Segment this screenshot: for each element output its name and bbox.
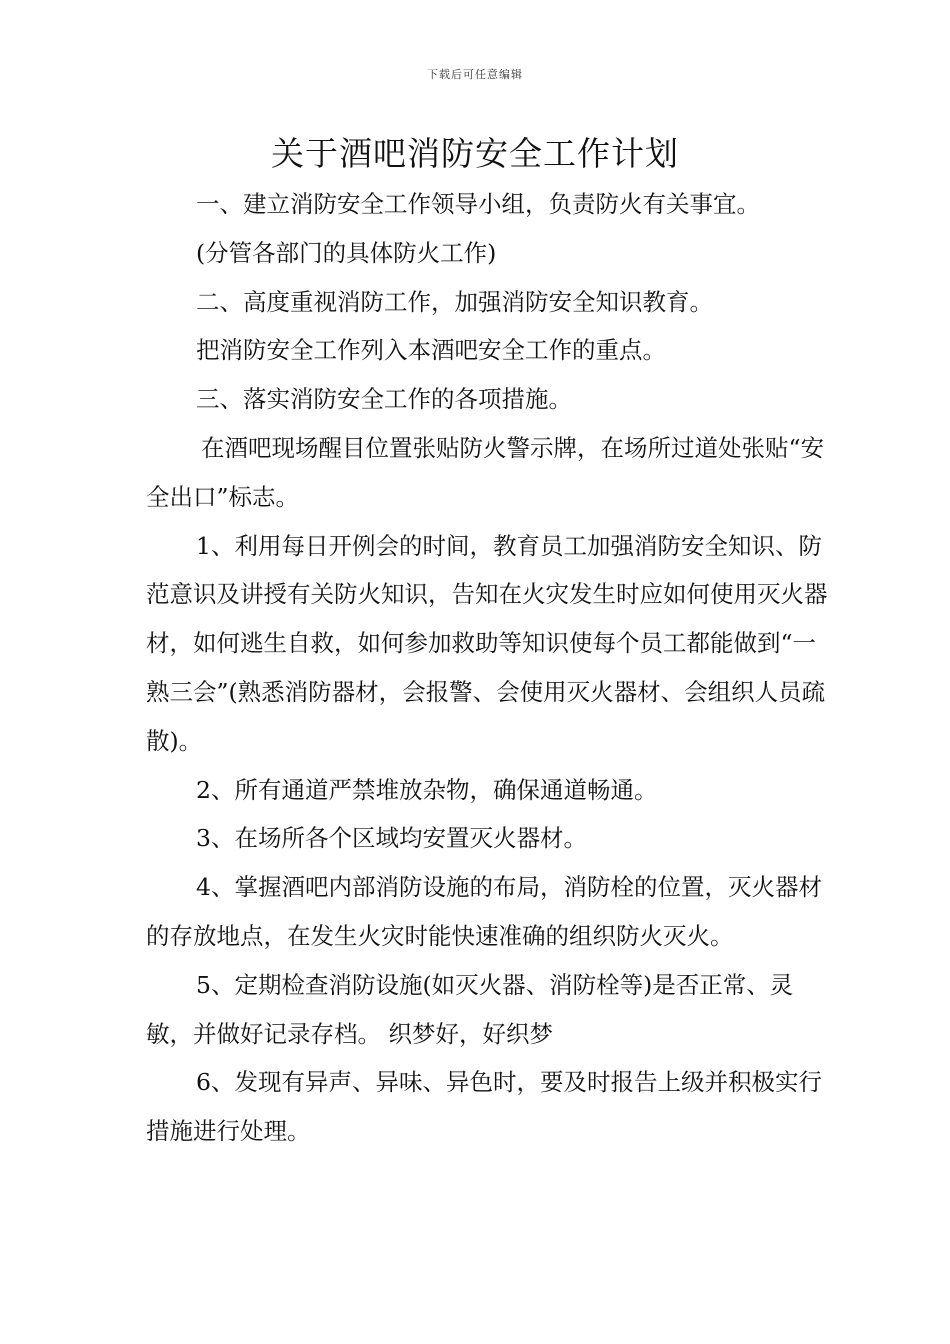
paragraph-section-2-detail: 把消防安全工作列入本酒吧安全工作的重点。 [196, 336, 666, 365]
paragraph-item-4: 4、掌握酒吧内部消防设施的布局，消防栓的位置，灭火器材的存放地点，在发生火灾时能快速准确的组织防火灭火。 [146, 873, 822, 950]
paragraph-section-1-note: (分管各部门的具体防火工作) [196, 238, 497, 267]
paragraph-section-3: 三、落实消防安全工作的各项措施。 [196, 385, 572, 414]
page-title: 关于酒吧消防安全工作计划 [271, 134, 679, 173]
paragraph-signage: 在酒吧现场醒目位置张贴防火警示牌，在场所过道处张贴“安全出口”标志。 [146, 433, 825, 511]
paragraph-item-5: 5、定期检查消防设施(如灭火器、消防栓等)是否正常、灵敏，并做好记录存档。 织梦好，好织梦 [146, 970, 794, 1048]
paragraph-item-2: 2、所有通道严禁堆放杂物，确保通道畅通。 [196, 775, 658, 804]
paragraph-section-1: 一、建立消防安全工作领导小组，负责防火有关事宜。 [196, 190, 760, 218]
paragraph-item-6: 6、发现有异声、异味、异色时，要及时报告上级并积极实行措施进行处理。 [146, 1068, 822, 1146]
paragraph-item-1: 1、利用每日开例会的时间，教育员工加强消防安全知识、防范意识及讲授有关防火知识，告知在火灾发生时应如何使用灭火器材，如何逃生自救，如何参加救助等知识使每个员工都能做到“一熟三会”(熟悉消防器材，会报警、会使用灭火器材、会组织人员疏散)。 [146, 531, 828, 755]
header-note: 下载后可任意编辑 [427, 68, 523, 81]
paragraph-section-2: 二、高度重视消防工作，加强消防安全知识教育。 [196, 287, 713, 316]
document-body [146, 180, 836, 1156]
paragraph-item-3: 3、在场所各个区域均安置灭火器材。 [196, 824, 587, 853]
